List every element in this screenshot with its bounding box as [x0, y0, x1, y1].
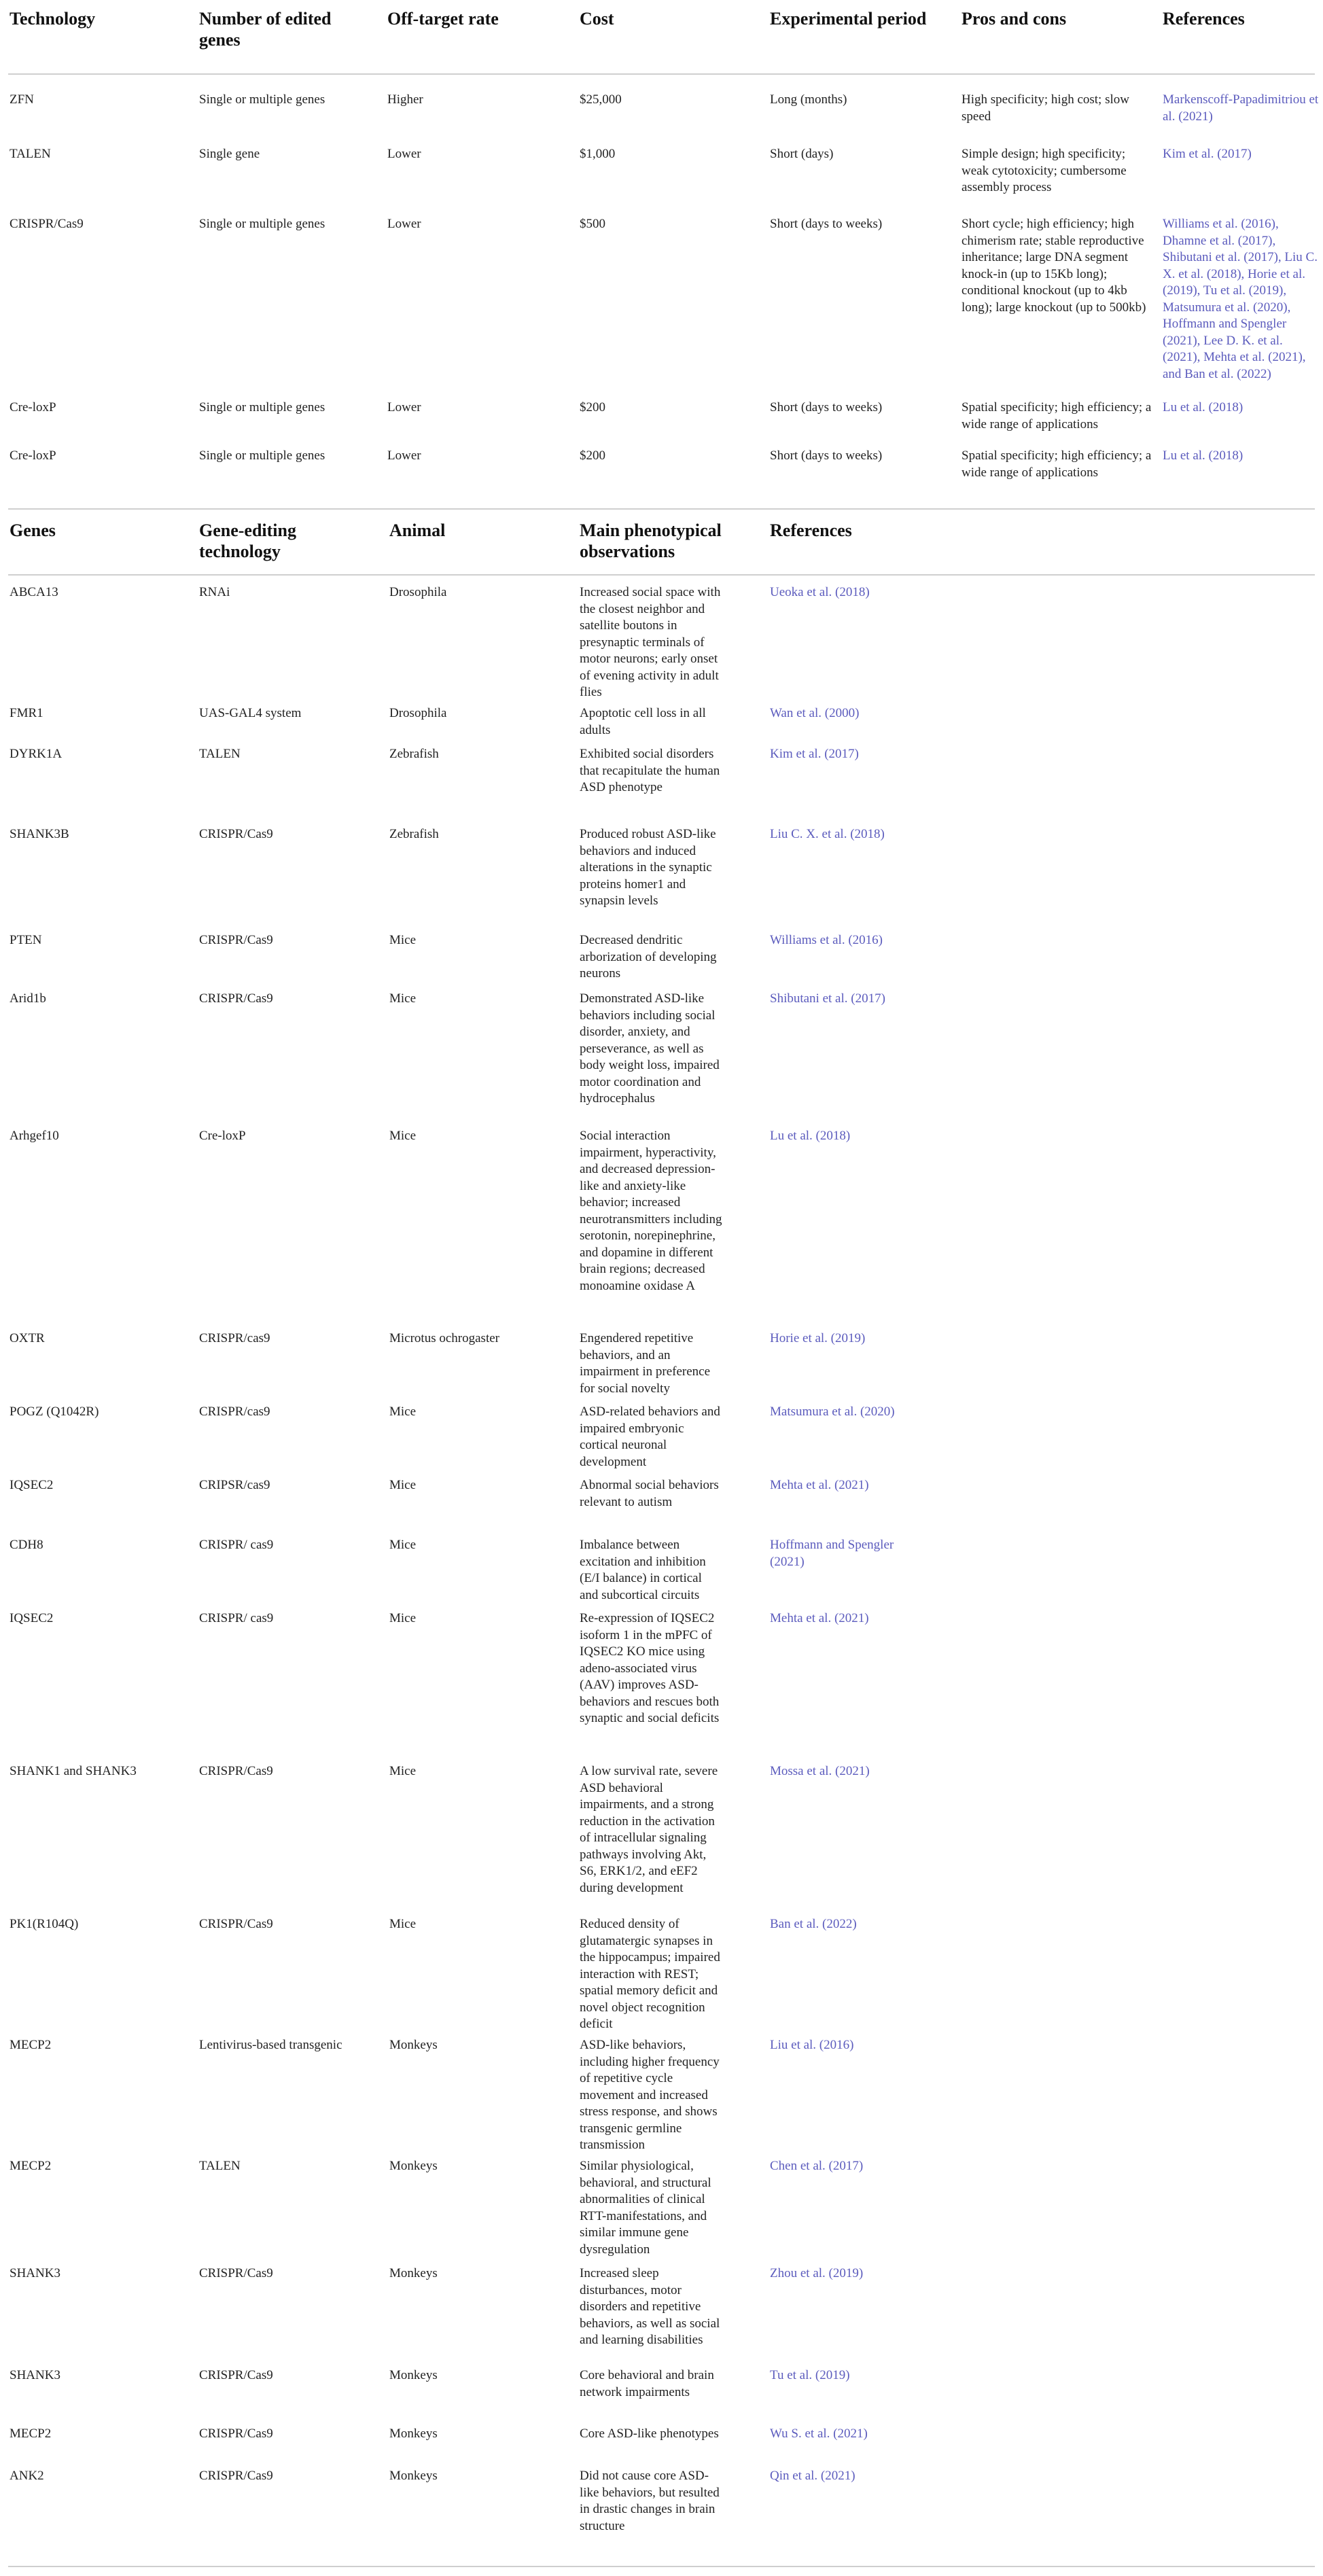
- table-cell-gene: IQSEC2: [10, 1611, 54, 1625]
- table-cell-phenotype: Abnormal social behaviors relevant to autism: [580, 1478, 719, 1509]
- reference-link[interactable]: Liu et al. (2016): [770, 2038, 854, 2052]
- table-divider-rule: [8, 508, 1315, 510]
- reference-link[interactable]: Kim et al. (2017): [770, 747, 859, 761]
- table-cell-editing-technology: Lentivirus-based transgenic: [199, 2038, 342, 2052]
- table-cell-editing-technology: CRISPR/cas9: [199, 1405, 270, 1419]
- table-cell-editing-technology: CRISPR/Cas9: [199, 2368, 273, 2382]
- table-cell-editing-technology: CRISPR/Cas9: [199, 2469, 273, 2483]
- table-cell-technology: TALEN: [10, 147, 51, 161]
- table-cell-experimental-period: Short (days to weeks): [770, 217, 883, 231]
- table-cell-phenotype: Exhibited social disorders that recapitulate the human ASD phenotype: [580, 747, 720, 794]
- reference-link[interactable]: Lu et al. (2018): [1163, 448, 1243, 463]
- table-cell-editing-technology: CRISPR/Cas9: [199, 933, 273, 947]
- table1-header-rule: [8, 73, 1315, 75]
- table-cell-phenotype: Imbalance between excitation and inhibition (E/I balance) in cortical and subcortical circuits: [580, 1538, 706, 1602]
- table-cell-phenotype: Reduced density of glutamatergic synapses in the hippocampus; impaired interaction with REST; spatial memory deficit and novel object recognition deficit: [580, 1917, 720, 2031]
- table-cell-pros-cons: Simple design; high specificity; weak cytotoxicity; cumbersome assembly process: [962, 147, 1127, 194]
- column-header-edited-genes: Number of edited genes: [199, 9, 332, 50]
- table-cell-gene: ABCA13: [10, 585, 58, 599]
- table-cell-gene: OXTR: [10, 1331, 45, 1345]
- table-cell-phenotype: Increased social space with the closest neighbor and satellite boutons in presynaptic terminals of motor neurons; early onset of evening activity in adult flies: [580, 585, 721, 699]
- table-cell-editing-technology: CRISPR/ cas9: [199, 1611, 274, 1625]
- table-cell-gene: ANK2: [10, 2469, 44, 2483]
- table-cell-phenotype: Demonstrated ASD-like behaviors including social disorder, anxiety, and perseverance, as well as body weight loss, impaired motor coordination and hydrocephalus: [580, 991, 720, 1106]
- column-header-phenotype: Main phenotypical observations: [580, 521, 722, 561]
- table-cell-animal: Mice: [389, 1611, 417, 1625]
- reference-link[interactable]: Markenscoff-Papadimitriou et al. (2021): [1163, 92, 1319, 124]
- table-cell-edited-genes: Single or multiple genes: [199, 92, 325, 107]
- reference-link[interactable]: Ueoka et al. (2018): [770, 585, 870, 599]
- reference-link[interactable]: Wan et al. (2000): [770, 706, 860, 720]
- table-cell-cost: $200: [580, 400, 605, 414]
- table-cell-cost: $200: [580, 448, 605, 463]
- table-cell-editing-technology: CRISPR/ cas9: [199, 1538, 274, 1552]
- table-cell-technology: CRISPR/Cas9: [10, 217, 84, 231]
- table-cell-pros-cons: Spatial specificity; high efficiency; a wide range of applications: [962, 448, 1152, 480]
- table-cell-off-target-rate: Higher: [387, 92, 423, 107]
- table-cell-technology: ZFN: [10, 92, 34, 107]
- table-cell-phenotype: Core behavioral and brain network impairments: [580, 2368, 714, 2399]
- table-cell-gene: Arhgef10: [10, 1129, 59, 1143]
- table-cell-animal: Mice: [389, 1405, 417, 1419]
- table-cell-editing-technology: Cre-loxP: [199, 1129, 246, 1143]
- column-header-animal: Animal: [389, 521, 446, 540]
- table2-header-rule: [8, 574, 1315, 576]
- table-cell-phenotype: Core ASD-like phenotypes: [580, 2427, 719, 2441]
- table-cell-editing-technology: CRISPR/Cas9: [199, 2427, 273, 2441]
- table-cell-gene: MECP2: [10, 2159, 52, 2173]
- column-header-references: References: [770, 521, 852, 540]
- column-header-pros-cons: Pros and cons: [962, 9, 1067, 29]
- table-cell-gene: Arid1b: [10, 991, 46, 1006]
- reference-link[interactable]: Qin et al. (2021): [770, 2469, 855, 2483]
- table-cell-gene: IQSEC2: [10, 1478, 54, 1492]
- table-cell-gene: SHANK3: [10, 2266, 60, 2280]
- reference-link[interactable]: Williams et al. (2016): [770, 933, 883, 947]
- reference-link[interactable]: Mehta et al. (2021): [770, 1611, 869, 1625]
- table-cell-phenotype: Decreased dendritic arborization of developing neurons: [580, 933, 717, 981]
- table-cell-phenotype: Produced robust ASD-like behaviors and induced alterations in the synaptic proteins homer1 and synapsin levels: [580, 827, 716, 908]
- table-cell-pros-cons: High specificity; high cost; slow speed: [962, 92, 1129, 124]
- table-cell-cost: $1,000: [580, 147, 616, 161]
- table-cell-gene: MECP2: [10, 2427, 52, 2441]
- table-cell-gene: PK1(R104Q): [10, 1917, 79, 1931]
- reference-link[interactable]: Lu et al. (2018): [770, 1129, 851, 1143]
- table-cell-cost: $25,000: [580, 92, 622, 107]
- reference-link[interactable]: Shibutani et al. (2017): [770, 991, 885, 1006]
- table-cell-phenotype: Re-expression of IQSEC2 isoform 1 in the mPFC of IQSEC2 KO mice using adeno-associated virus (AAV) improves ASD-behaviors and rescues both synaptic and social deficits: [580, 1611, 720, 1725]
- table-cell-gene: FMR1: [10, 706, 43, 720]
- table-cell-phenotype: Engendered repetitive behaviors, and an impairment in preference for social novelty: [580, 1331, 711, 1396]
- table-cell-experimental-period: Long (months): [770, 92, 847, 107]
- table-cell-experimental-period: Short (days to weeks): [770, 448, 883, 463]
- table-cell-animal: Drosophila: [389, 706, 447, 720]
- column-header-gene: Genes: [10, 521, 56, 540]
- table-cell-gene: DYRK1A: [10, 747, 63, 761]
- table-cell-phenotype: A low survival rate, severe ASD behavioral impairments, and a strong reduction in the activation of intracellular signaling pathways involving Akt, S6, ERK1/2, and eEF2 during development: [580, 1764, 718, 1895]
- table-cell-animal: Mice: [389, 991, 417, 1006]
- table-cell-phenotype: Apoptotic cell loss in all adults: [580, 706, 706, 737]
- table-cell-editing-technology: RNAi: [199, 585, 230, 599]
- reference-link[interactable]: Ban et al. (2022): [770, 1917, 857, 1931]
- table-cell-editing-technology: CRISPR/cas9: [199, 1331, 270, 1345]
- table-cell-animal: Mice: [389, 1129, 417, 1143]
- bottom-rule: [8, 2566, 1315, 2567]
- table-cell-off-target-rate: Lower: [387, 217, 421, 231]
- table-cell-cost: $500: [580, 217, 605, 231]
- reference-link[interactable]: Williams et al. (2016), Dhamne et al. (2017), Shibutani et al. (2017), Liu C. X. et al. (2018), Horie et al. (2019), Tu et al. (2019), Matsumura et al. (2020), Hoffmann and Spengler (2021), Lee D. K. et al. (2021), Mehta et al. (2021), and Ban et al. (2022): [1163, 217, 1318, 381]
- table-cell-animal: Microtus ochrogaster: [389, 1331, 499, 1345]
- table-cell-animal: Drosophila: [389, 585, 447, 599]
- table-cell-animal: Mice: [389, 933, 417, 947]
- column-header-cost: Cost: [580, 9, 614, 29]
- table-cell-gene: SHANK3: [10, 2368, 60, 2382]
- table-cell-experimental-period: Short (days): [770, 147, 834, 161]
- table-cell-phenotype: ASD-related behaviors and impaired embryonic cortical neuronal development: [580, 1405, 720, 1469]
- table-cell-animal: Zebrafish: [389, 827, 439, 841]
- table-cell-editing-technology: CRISPR/Cas9: [199, 991, 273, 1006]
- table-cell-edited-genes: Single or multiple genes: [199, 217, 325, 231]
- reference-link[interactable]: Kim et al. (2017): [1163, 147, 1252, 161]
- table-cell-phenotype: ASD-like behaviors, including higher frequency of repetitive cycle movement and increased stress response, and shows transgenic germline transmission: [580, 2038, 720, 2152]
- table-cell-animal: Mice: [389, 1538, 417, 1552]
- table-cell-animal: Monkeys: [389, 2368, 438, 2382]
- column-header-off-target-rate: Off-target rate: [387, 9, 499, 29]
- table-cell-gene: MECP2: [10, 2038, 52, 2052]
- table-cell-off-target-rate: Lower: [387, 448, 421, 463]
- table-cell-animal: Monkeys: [389, 2159, 438, 2173]
- table-cell-gene: CDH8: [10, 1538, 43, 1552]
- table-cell-phenotype: Did not cause core ASD-like behaviors, but resulted in drastic changes in brain structure: [580, 2469, 720, 2533]
- table-cell-editing-technology: CRISPR/Cas9: [199, 1764, 273, 1778]
- table-cell-animal: Monkeys: [389, 2266, 438, 2280]
- table-cell-animal: Zebrafish: [389, 747, 439, 761]
- table-cell-editing-technology: UAS-GAL4 system: [199, 706, 302, 720]
- table-cell-editing-technology: CRISPR/Cas9: [199, 1917, 273, 1931]
- table-cell-gene: PTEN: [10, 933, 42, 947]
- table-cell-pros-cons: Short cycle; high efficiency; high chimerism rate; stable reproductive inheritance; large DNA segment knock-in (up to 15Kb long); conditional knockout (up to 4kb long); large knockout (up to 500kb): [962, 217, 1146, 315]
- table-cell-editing-technology: TALEN: [199, 2159, 241, 2173]
- table-cell-off-target-rate: Lower: [387, 400, 421, 414]
- reference-link[interactable]: Matsumura et al. (2020): [770, 1405, 895, 1419]
- table-cell-pros-cons: Spatial specificity; high efficiency; a wide range of applications: [962, 400, 1152, 431]
- table-cell-animal: Monkeys: [389, 2038, 438, 2052]
- reference-link[interactable]: Lu et al. (2018): [1163, 400, 1243, 414]
- reference-link[interactable]: Horie et al. (2019): [770, 1331, 866, 1345]
- reference-link[interactable]: Mehta et al. (2021): [770, 1478, 869, 1492]
- table-cell-phenotype: Similar physiological, behavioral, and structural abnormalities of clinical RTT-manifestations, and similar immune gene dysregulation: [580, 2159, 711, 2257]
- reference-link[interactable]: Wu S. et al. (2021): [770, 2427, 868, 2441]
- table-cell-animal: Mice: [389, 1478, 417, 1492]
- table-cell-technology: Cre-loxP: [10, 448, 56, 463]
- table-cell-gene: SHANK3B: [10, 827, 69, 841]
- table-cell-phenotype: Social interaction impairment, hyperactivity, and decreased depression-like and anxiety-like behavior; increased neurotransmitters including serotonin, norepinephrine, and dopamine in different brain regions; decreased monoamine oxidase A: [580, 1129, 722, 1293]
- table-cell-editing-technology: TALEN: [199, 747, 241, 761]
- table-cell-animal: Monkeys: [389, 2427, 438, 2441]
- reference-link[interactable]: Hoffmann and Spengler (2021): [770, 1538, 894, 1569]
- table-cell-animal: Mice: [389, 1764, 417, 1778]
- table-cell-gene: SHANK1 and SHANK3: [10, 1764, 137, 1778]
- table-cell-editing-technology: CRISPR/Cas9: [199, 2266, 273, 2280]
- table-cell-editing-technology: CRISPR/Cas9: [199, 827, 273, 841]
- reference-link[interactable]: Tu et al. (2019): [770, 2368, 850, 2382]
- table-cell-animal: Monkeys: [389, 2469, 438, 2483]
- column-header-editing-technology: Gene-editing technology: [199, 521, 296, 561]
- column-header-experimental-period: Experimental period: [770, 9, 927, 29]
- table-cell-gene: POGZ (Q1042R): [10, 1405, 99, 1419]
- reference-link[interactable]: Zhou et al. (2019): [770, 2266, 864, 2280]
- column-header-references: References: [1163, 9, 1245, 29]
- table-cell-off-target-rate: Lower: [387, 147, 421, 161]
- column-header-technology: Technology: [10, 9, 96, 29]
- reference-link[interactable]: Liu C. X. et al. (2018): [770, 827, 885, 841]
- table-cell-edited-genes: Single or multiple genes: [199, 448, 325, 463]
- table-cell-experimental-period: Short (days to weeks): [770, 400, 883, 414]
- table-cell-edited-genes: Single gene: [199, 147, 260, 161]
- table-cell-animal: Mice: [389, 1917, 417, 1931]
- table-cell-editing-technology: CRIPSR/cas9: [199, 1478, 270, 1492]
- table-cell-edited-genes: Single or multiple genes: [199, 400, 325, 414]
- reference-link[interactable]: Chen et al. (2017): [770, 2159, 864, 2173]
- table-cell-phenotype: Increased sleep disturbances, motor disorders and repetitive behaviors, as well as social and learning disabilities: [580, 2266, 720, 2347]
- reference-link[interactable]: Mossa et al. (2021): [770, 1764, 870, 1778]
- table-cell-technology: Cre-loxP: [10, 400, 56, 414]
